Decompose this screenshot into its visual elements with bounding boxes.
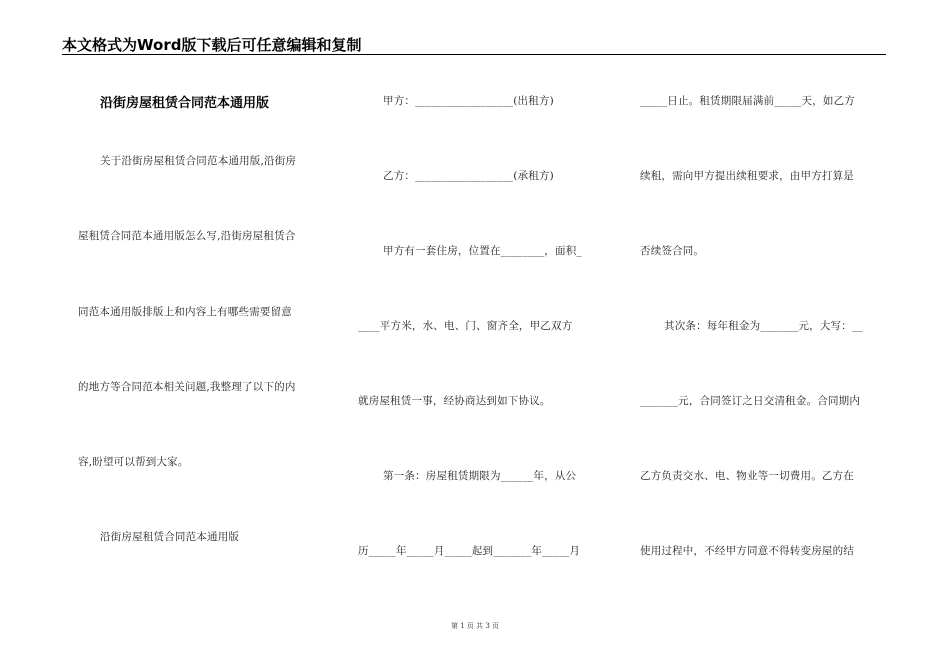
col1-line-3: 同范本通用版排版上和内容上有哪些需要留意 bbox=[78, 306, 292, 318]
col2-line-2: 乙方：__________________(承租方) bbox=[383, 170, 554, 182]
col1-line-4: 的地方等合同范本相关问题,我整理了以下的内 bbox=[78, 381, 296, 393]
col3-line-3: 否续签合同。 bbox=[640, 245, 705, 257]
col3-line-2: 续租，需向甲方提出续租要求，由甲方打算是 bbox=[640, 170, 854, 182]
col2-line-6: 第一条：房屋租赁期限为______年，从公 bbox=[383, 470, 577, 482]
contract-title: 沿街房屋租赁合同范本通用版 bbox=[100, 96, 270, 111]
col3-line-7: 使用过程中，不经甲方同意不得转变房屋的结 bbox=[640, 545, 854, 557]
col2-line-3: 甲方有一套住房，位置在________，面积_ bbox=[383, 245, 582, 257]
col2-line-1: 甲方：__________________(出租方) bbox=[383, 95, 554, 107]
header-divider bbox=[62, 54, 886, 55]
col1-subheading: 沿街房屋租赁合同范本通用版 bbox=[100, 531, 240, 543]
col3-line-4: 其次条：每年租金为_______元，大写：__ bbox=[664, 320, 863, 332]
col3-line-6: 乙方负责交水、电、物业等一切费用。乙方在 bbox=[640, 470, 854, 482]
col2-line-7: 历_____年_____月_____起到_______年_____月 bbox=[358, 545, 581, 557]
col1-line-2: 屋租赁合同范本通用版怎么写,沿街房屋租赁合 bbox=[78, 230, 296, 242]
col2-line-4: ____平方米，水、电、门、窗齐全，甲乙双方 bbox=[358, 320, 573, 332]
col1-line-1: 关于沿街房屋租赁合同范本通用版,沿街房 bbox=[100, 155, 297, 167]
col2-line-5: 就房屋租赁一事，经协商达到如下协议。 bbox=[358, 395, 551, 407]
document-header-title: 本文格式为Word版下载后可任意编辑和复制 bbox=[62, 36, 362, 54]
col1-line-5: 容,盼望可以帮到大家。 bbox=[78, 456, 189, 468]
col3-line-1: _____日止。租赁期限届满前_____天，如乙方 bbox=[640, 95, 855, 107]
col3-line-5: _______元，合同签订之日交清租金。合同期内 bbox=[640, 395, 861, 407]
page-number-footer: 第 1 页 共 3 页 bbox=[450, 622, 500, 630]
